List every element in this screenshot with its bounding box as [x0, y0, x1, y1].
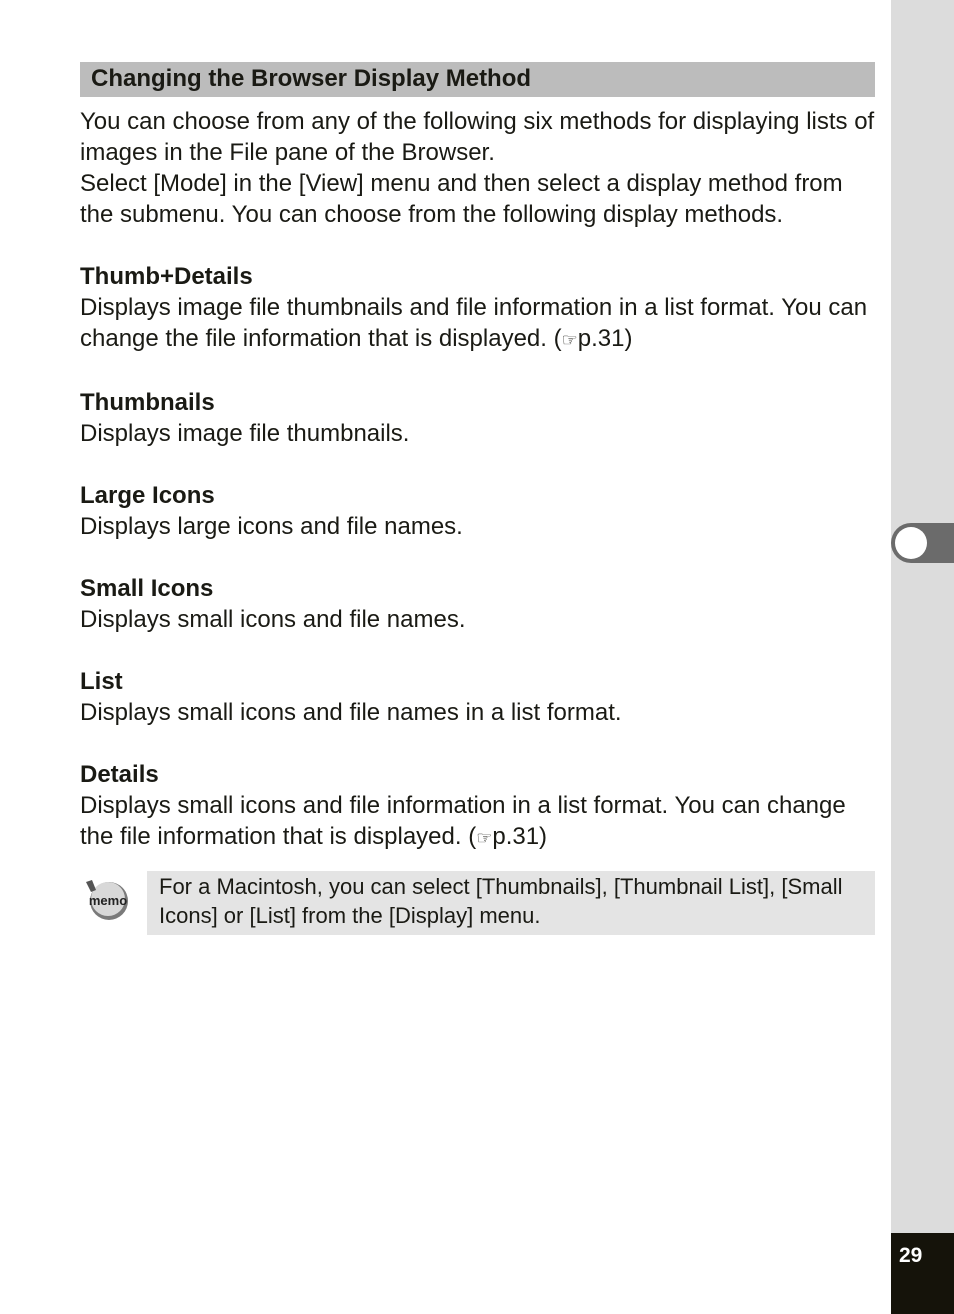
method-desc-thumb-details: Displays image file thumbnails and file information in a list format. You can change the file information that is displayed. (☞p.31) [80, 294, 868, 352]
page-reference-link[interactable]: p.31) [492, 823, 548, 850]
page-content [80, 106, 880, 854]
side-margin [891, 0, 954, 1314]
intro-paragraph-2: Select [Mode] in the [View] menu and then select a display method from the submenu. You can choose from the following display methods. [80, 170, 843, 228]
method-desc-large-icons: Displays large icons and file names. [80, 513, 463, 540]
page-number: 29 [899, 1244, 923, 1267]
section-title: Changing the Browser Display Method [80, 62, 875, 97]
memo-icon [84, 880, 130, 922]
intro-paragraph-1: You can choose from any of the following six methods for displaying lists of images in the File pane of the Browser. [80, 108, 875, 166]
method-desc-small-icons: Displays small icons and file names. [80, 606, 466, 633]
method-term-list: List [80, 668, 123, 695]
svg-text:memo: memo [88, 893, 128, 908]
method-desc-list: Displays small icons and file names in a list format. [80, 699, 622, 726]
page-reference-link[interactable]: p.31) [577, 325, 633, 352]
reference-pointer-icon: ☞ [561, 330, 578, 350]
memo-note: For a Macintosh, you can select [Thumbnails], [Thumbnail List], [Small Icons] or [List] from the [Display] menu. [147, 871, 875, 935]
method-term-large-icons: Large Icons [80, 482, 215, 509]
method-term-small-icons: Small Icons [80, 575, 214, 602]
method-desc-thumbnails: Displays image file thumbnails. [80, 420, 410, 447]
chapter-tab-circle-icon [895, 527, 927, 559]
method-term-thumb-details: Thumb+Details [80, 263, 253, 290]
method-term-thumbnails: Thumbnails [80, 389, 215, 416]
reference-pointer-icon: ☞ [476, 828, 493, 848]
method-desc-details: Displays small icons and file information in a list format. You can change the file information that is displayed. (☞p.31) [80, 792, 846, 850]
method-term-details: Details [80, 761, 159, 788]
